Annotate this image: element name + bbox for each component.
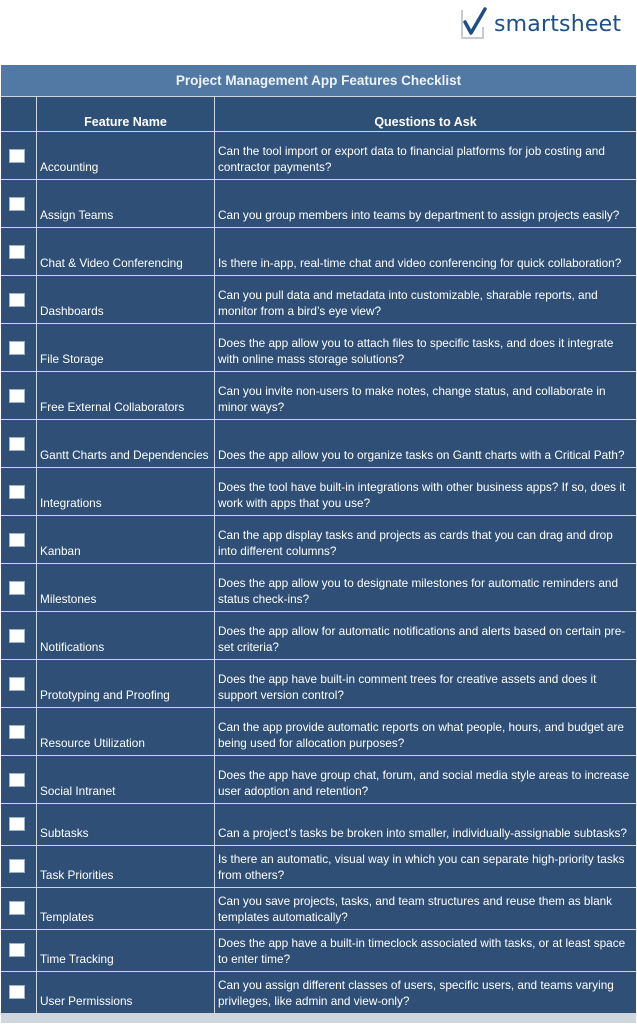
- question-text: Does the app allow you to designate milestones for automatic reminders and status check-ins?: [218, 575, 619, 607]
- feature-name: Chat & Video Conferencing: [40, 256, 183, 271]
- table-row: [1, 612, 636, 659]
- table-row: [1, 846, 636, 887]
- question-text: Is there an automatic, visual way in which you can separate high-priority tasks from others?: [218, 851, 625, 883]
- question-cell: [215, 324, 636, 371]
- table-row: [1, 972, 636, 1013]
- check-cell: [1, 756, 36, 803]
- question-cell: [215, 756, 636, 803]
- question-text: Can you pull data and metadata into customizable, sharable reports, and monitor from a bird’s eye view?: [218, 287, 598, 319]
- check-cell: [1, 180, 36, 227]
- check-cell: [1, 708, 36, 755]
- table-row: [1, 930, 636, 971]
- feature-name-cell: [37, 228, 214, 275]
- logo-text: smartsheet: [494, 11, 622, 37]
- table-row: [1, 324, 636, 371]
- header-feature-name: Feature Name: [37, 97, 214, 131]
- table-row: [1, 756, 636, 803]
- checklist-table: [1, 65, 636, 1023]
- header-questions: Questions to Ask: [215, 97, 636, 131]
- checkbox[interactable]: [9, 197, 25, 211]
- check-cell: [1, 276, 36, 323]
- feature-name: Templates: [40, 910, 94, 925]
- feature-name: Accounting: [40, 160, 99, 175]
- checkbox[interactable]: [9, 149, 25, 163]
- check-cell: [1, 324, 36, 371]
- checkbox[interactable]: [9, 485, 25, 499]
- table-row: [1, 516, 636, 563]
- question-text: Does the app have group chat, forum, and social media style areas to increase user adoption and retention?: [218, 767, 630, 799]
- question-cell: [215, 660, 636, 707]
- table-body: [1, 132, 636, 1014]
- question-text: Does the app allow you to attach files to specific tasks, and does it integrate with online mass storage solutions?: [218, 335, 614, 367]
- feature-name-cell: [37, 324, 214, 371]
- feature-name: Dashboards: [40, 304, 104, 319]
- feature-name: Integrations: [40, 496, 102, 511]
- table-title: Project Management App Features Checklist: [1, 65, 636, 96]
- question-cell: [215, 888, 636, 929]
- check-cell: [1, 612, 36, 659]
- feature-name-cell: [37, 564, 214, 611]
- question-cell: [215, 468, 636, 515]
- question-cell: [215, 612, 636, 659]
- question-text: Can the app provide automatic reports on what people, hours, and budget are being used for allocation purposes?: [218, 719, 624, 751]
- checkbox[interactable]: [9, 985, 25, 999]
- feature-name: User Permissions: [40, 994, 133, 1009]
- question-cell: [215, 420, 636, 467]
- question-text: Can you group members into teams by department to assign projects easily?: [218, 208, 620, 223]
- question-cell: [215, 132, 636, 179]
- header-check: [1, 97, 36, 131]
- question-text: Does the tool have built-in integrations with other business apps? If so, does it work with apps that you use?: [218, 479, 626, 511]
- feature-name: Social Intranet: [40, 784, 116, 799]
- checkbox[interactable]: [9, 677, 25, 691]
- checkbox[interactable]: [9, 859, 25, 873]
- table-row: [1, 420, 636, 467]
- checkbox[interactable]: [9, 389, 25, 403]
- feature-name: Kanban: [40, 544, 81, 559]
- checkbox[interactable]: [9, 817, 25, 831]
- check-cell: [1, 846, 36, 887]
- checkbox[interactable]: [9, 533, 25, 547]
- feature-name-cell: [37, 708, 214, 755]
- feature-name-cell: [37, 756, 214, 803]
- feature-name-cell: [37, 276, 214, 323]
- check-cell: [1, 888, 36, 929]
- question-cell: [215, 930, 636, 971]
- question-text: Can you save projects, tasks, and team structures and reuse them as blank templates automatically?: [218, 893, 613, 925]
- table-row: [1, 804, 636, 845]
- feature-name-cell: [37, 180, 214, 227]
- feature-name: Resource Utilization: [40, 736, 145, 751]
- table-row: [1, 372, 636, 419]
- feature-name-cell: [37, 846, 214, 887]
- check-cell: [1, 132, 36, 179]
- table-row: [1, 888, 636, 929]
- check-cell: [1, 564, 36, 611]
- checkbox[interactable]: [9, 437, 25, 451]
- feature-name-cell: [37, 660, 214, 707]
- feature-name: Prototyping and Proofing: [40, 688, 170, 703]
- question-cell: [215, 846, 636, 887]
- question-cell: [215, 708, 636, 755]
- check-cell: [1, 972, 36, 1013]
- feature-name-cell: [37, 612, 214, 659]
- question-text: Is there in-app, real-time chat and video conferencing for quick collaboration?: [218, 256, 622, 271]
- question-text: Does the app have a built-in timeclock associated with tasks, or at least space to enter time?: [218, 935, 626, 967]
- question-cell: [215, 804, 636, 845]
- question-text: Can the tool import or export data to financial platforms for job costing and contractor payments?: [218, 143, 605, 175]
- feature-name: File Storage: [40, 352, 104, 367]
- check-cell: [1, 516, 36, 563]
- checkbox[interactable]: [9, 293, 25, 307]
- feature-name-cell: [37, 516, 214, 563]
- question-text: Does the app allow for automatic notifications and alerts based on certain pre-set criteria?: [218, 623, 626, 655]
- check-cell: [1, 660, 36, 707]
- question-text: Can you assign different classes of users, specific users, and teams varying privileges, like admin and view-only?: [218, 977, 614, 1009]
- feature-name: Assign Teams: [40, 208, 114, 223]
- table-row: [1, 708, 636, 755]
- feature-name-cell: [37, 888, 214, 929]
- feature-name-cell: [37, 372, 214, 419]
- checkbox[interactable]: [9, 901, 25, 915]
- checkbox[interactable]: [9, 581, 25, 595]
- question-cell: [215, 516, 636, 563]
- question-text: Can the app display tasks and projects as cards that you can drag and drop into different columns?: [218, 527, 613, 559]
- question-cell: [215, 372, 636, 419]
- checkbox[interactable]: [9, 725, 25, 739]
- feature-name: Milestones: [40, 592, 97, 607]
- question-text: Can you invite non-users to make notes, change status, and collaborate in minor ways?: [218, 383, 606, 415]
- check-cell: [1, 372, 36, 419]
- feature-name: Time Tracking: [40, 952, 114, 967]
- question-cell: [215, 180, 636, 227]
- smartsheet-logo: [458, 6, 628, 42]
- question-cell: [215, 564, 636, 611]
- check-cell: [1, 228, 36, 275]
- feature-name-cell: [37, 972, 214, 1013]
- checkbox[interactable]: [9, 773, 25, 787]
- table-row: [1, 132, 636, 179]
- table-row: [1, 228, 636, 275]
- table-row: [1, 276, 636, 323]
- table-row: [1, 180, 636, 227]
- feature-name-cell: [37, 804, 214, 845]
- question-cell: [215, 228, 636, 275]
- check-cell: [1, 420, 36, 467]
- check-mark-icon: [458, 7, 490, 41]
- feature-name-cell: [37, 930, 214, 971]
- checkbox[interactable]: [9, 341, 25, 355]
- question-text: Does the app allow you to organize tasks on Gantt charts with a Critical Path?: [218, 448, 625, 463]
- check-cell: [1, 930, 36, 971]
- check-cell: [1, 468, 36, 515]
- feature-name: Free External Collaborators: [40, 400, 185, 415]
- table-row: [1, 660, 636, 707]
- checkbox[interactable]: [9, 629, 25, 643]
- feature-name: Subtasks: [40, 826, 89, 841]
- question-cell: [215, 972, 636, 1013]
- feature-name-cell: [37, 420, 214, 467]
- table-row: [1, 468, 636, 515]
- table-header-row: [1, 97, 636, 131]
- checkbox[interactable]: [9, 943, 25, 957]
- feature-name-cell: [37, 132, 214, 179]
- feature-name: Gantt Charts and Dependencies: [40, 448, 209, 463]
- check-cell: [1, 804, 36, 845]
- table-row: [1, 564, 636, 611]
- feature-name: Notifications: [40, 640, 105, 655]
- feature-name: Task Priorities: [40, 868, 114, 883]
- question-text: Can a project’s tasks be broken into smaller, individually-assignable subtasks?: [218, 826, 627, 841]
- question-text: Does the app have built-in comment trees for creative assets and does it support version control?: [218, 671, 597, 703]
- question-cell: [215, 276, 636, 323]
- checkbox[interactable]: [9, 245, 25, 259]
- feature-name-cell: [37, 468, 214, 515]
